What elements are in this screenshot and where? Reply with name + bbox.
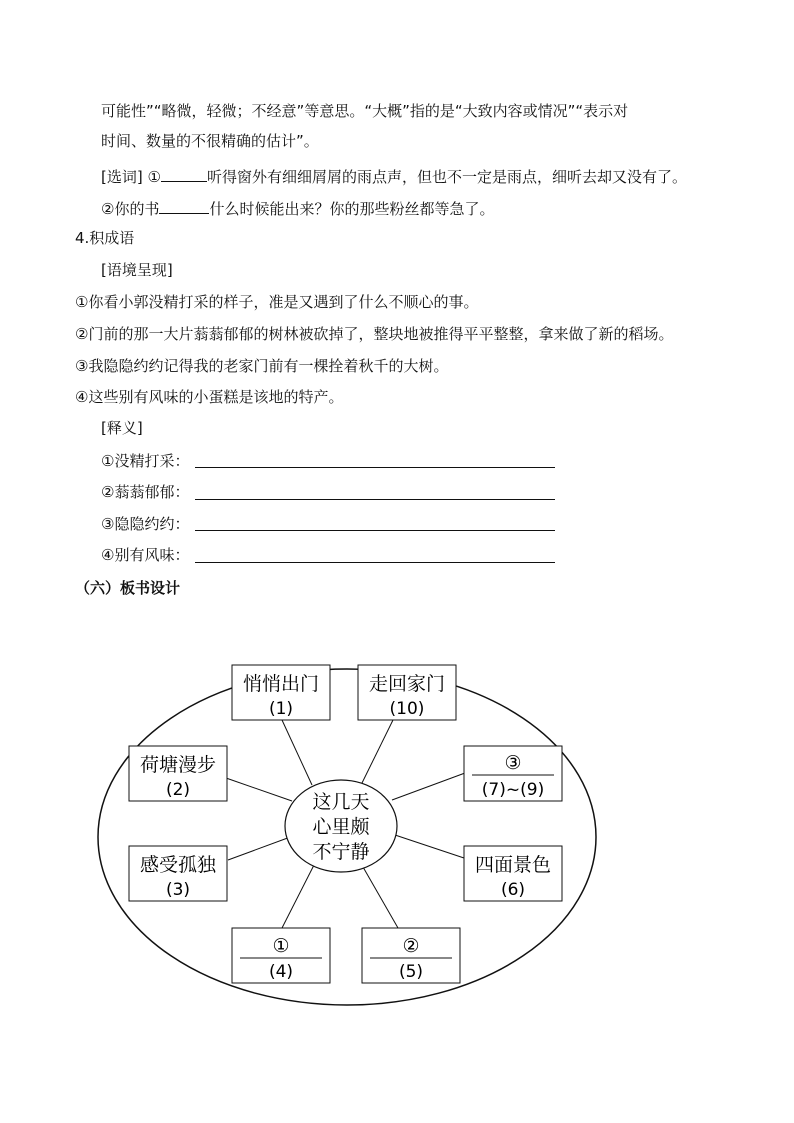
box-paragraph: (4) (268, 962, 294, 982)
box-label: 感受孤独 (139, 854, 217, 876)
box-paragraph: (7)~(9) (481, 780, 545, 800)
box-paragraph: (5) (398, 962, 424, 982)
meaning-label-3: ③隐隐约约： (101, 515, 190, 533)
meaning-label-4: ④别有风味： (101, 546, 190, 564)
box-label: 四面景色 (474, 854, 552, 876)
meaning-label-2: ②蓊蓊郁郁： (101, 483, 190, 501)
section-4-title: 4.积成语 (75, 229, 135, 247)
box-blank-number: ② (402, 935, 420, 957)
box-blank-number: ① (272, 935, 290, 957)
box-paragraph: (2) (165, 780, 191, 800)
box-paragraph: (3) (165, 880, 191, 900)
paragraph-line-2: 时间、数量的不很精确的估计”。 (101, 132, 319, 150)
center-text-line-1: 这几天 (312, 791, 370, 813)
box-paragraph: (6) (500, 880, 526, 900)
question-number: ① (147, 168, 161, 186)
context-sentence-2: ②门前的那一大片蓊蓊郁郁的树林被砍掉了，整块地被推得平平整整，拿来做了新的稻场。 (75, 325, 674, 343)
center-text-line-3: 不宁静 (312, 841, 370, 863)
meaning-tag: [释义] (101, 419, 143, 437)
context-sentence-3: ③我隐隐约约记得我的老家门前有一棵拴着秋千的大树。 (75, 357, 449, 375)
center-text-line-2: 心里颇 (312, 816, 370, 838)
paragraph-line-1: 可能性”“略微，轻微；不经意”等意思。“大概”指的是“大致内容或情况”“表示对 (101, 102, 629, 120)
box-paragraph: (10) (389, 699, 425, 719)
context-tag: [语境呈现] (101, 261, 173, 279)
section-6-title: （六）板书设计 (75, 579, 181, 597)
context-sentence-1: ①你看小郭没精打采的样子，准是又遇到了什么不顺心的事。 (75, 293, 479, 311)
box-label: 走回家门 (368, 673, 446, 695)
box-blank-number: ③ (504, 752, 522, 774)
box-label: 悄悄出门 (242, 673, 320, 695)
question-text: 什么时候能出来？你的那些粉丝都等急了。 (209, 200, 495, 218)
box-paragraph: (1) (268, 699, 294, 719)
meaning-label-1: ①没精打采： (101, 452, 190, 470)
question-lead: ②你的书 (101, 200, 160, 218)
box-label: 荷塘漫步 (139, 754, 217, 776)
context-sentence-4: ④这些别有风味的小蛋糕是该地的特产。 (75, 388, 344, 406)
question-text: 听得窗外有细细屑屑的雨点声，但也不一定是雨点，细听去却又没有了。 (206, 168, 687, 186)
select-words-tag: [选词] (101, 168, 143, 186)
